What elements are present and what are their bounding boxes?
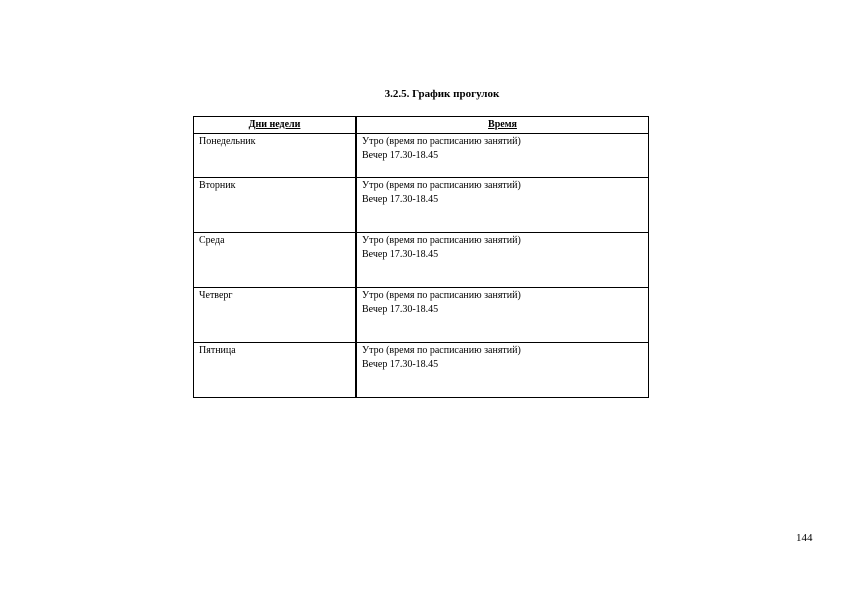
time-cell bbox=[356, 233, 649, 288]
morning-time: Утро (время по расписанию занятий) bbox=[362, 345, 521, 356]
morning-time: Утро (время по расписанию занятий) bbox=[362, 136, 521, 147]
day-cell: Четверг bbox=[194, 288, 357, 343]
evening-time: Вечер 17.30-18.45 bbox=[362, 359, 439, 370]
page-number: 144 bbox=[796, 532, 813, 544]
table-row bbox=[194, 178, 649, 233]
time-cell bbox=[356, 343, 649, 398]
document-title: 3.2.5. График прогулок bbox=[384, 88, 500, 100]
evening-time: Вечер 17.30-18.45 bbox=[362, 304, 439, 315]
time-cell bbox=[356, 288, 649, 343]
time-cell bbox=[356, 178, 649, 233]
table-row bbox=[194, 343, 649, 398]
time-cell bbox=[356, 134, 649, 178]
morning-time: Утро (время по расписанию занятий) bbox=[362, 180, 521, 191]
day-cell: Вторник bbox=[194, 178, 357, 233]
morning-time: Утро (время по расписанию занятий) bbox=[362, 290, 521, 301]
morning-time: Утро (время по расписанию занятий) bbox=[362, 235, 521, 246]
table-row bbox=[194, 233, 649, 288]
day-cell: Понедельник bbox=[194, 134, 357, 178]
evening-time: Вечер 17.30-18.45 bbox=[362, 150, 439, 161]
header-time: Время bbox=[356, 117, 649, 134]
header-days-of-week: Дни недели bbox=[194, 117, 357, 134]
day-cell: Пятница bbox=[194, 343, 357, 398]
evening-time: Вечер 17.30-18.45 bbox=[362, 194, 439, 205]
table-header-row bbox=[194, 117, 649, 134]
table-row bbox=[194, 288, 649, 343]
table-row bbox=[194, 134, 649, 178]
evening-time: Вечер 17.30-18.45 bbox=[362, 249, 439, 260]
walk-schedule-table bbox=[193, 116, 649, 398]
day-cell: Среда bbox=[194, 233, 357, 288]
